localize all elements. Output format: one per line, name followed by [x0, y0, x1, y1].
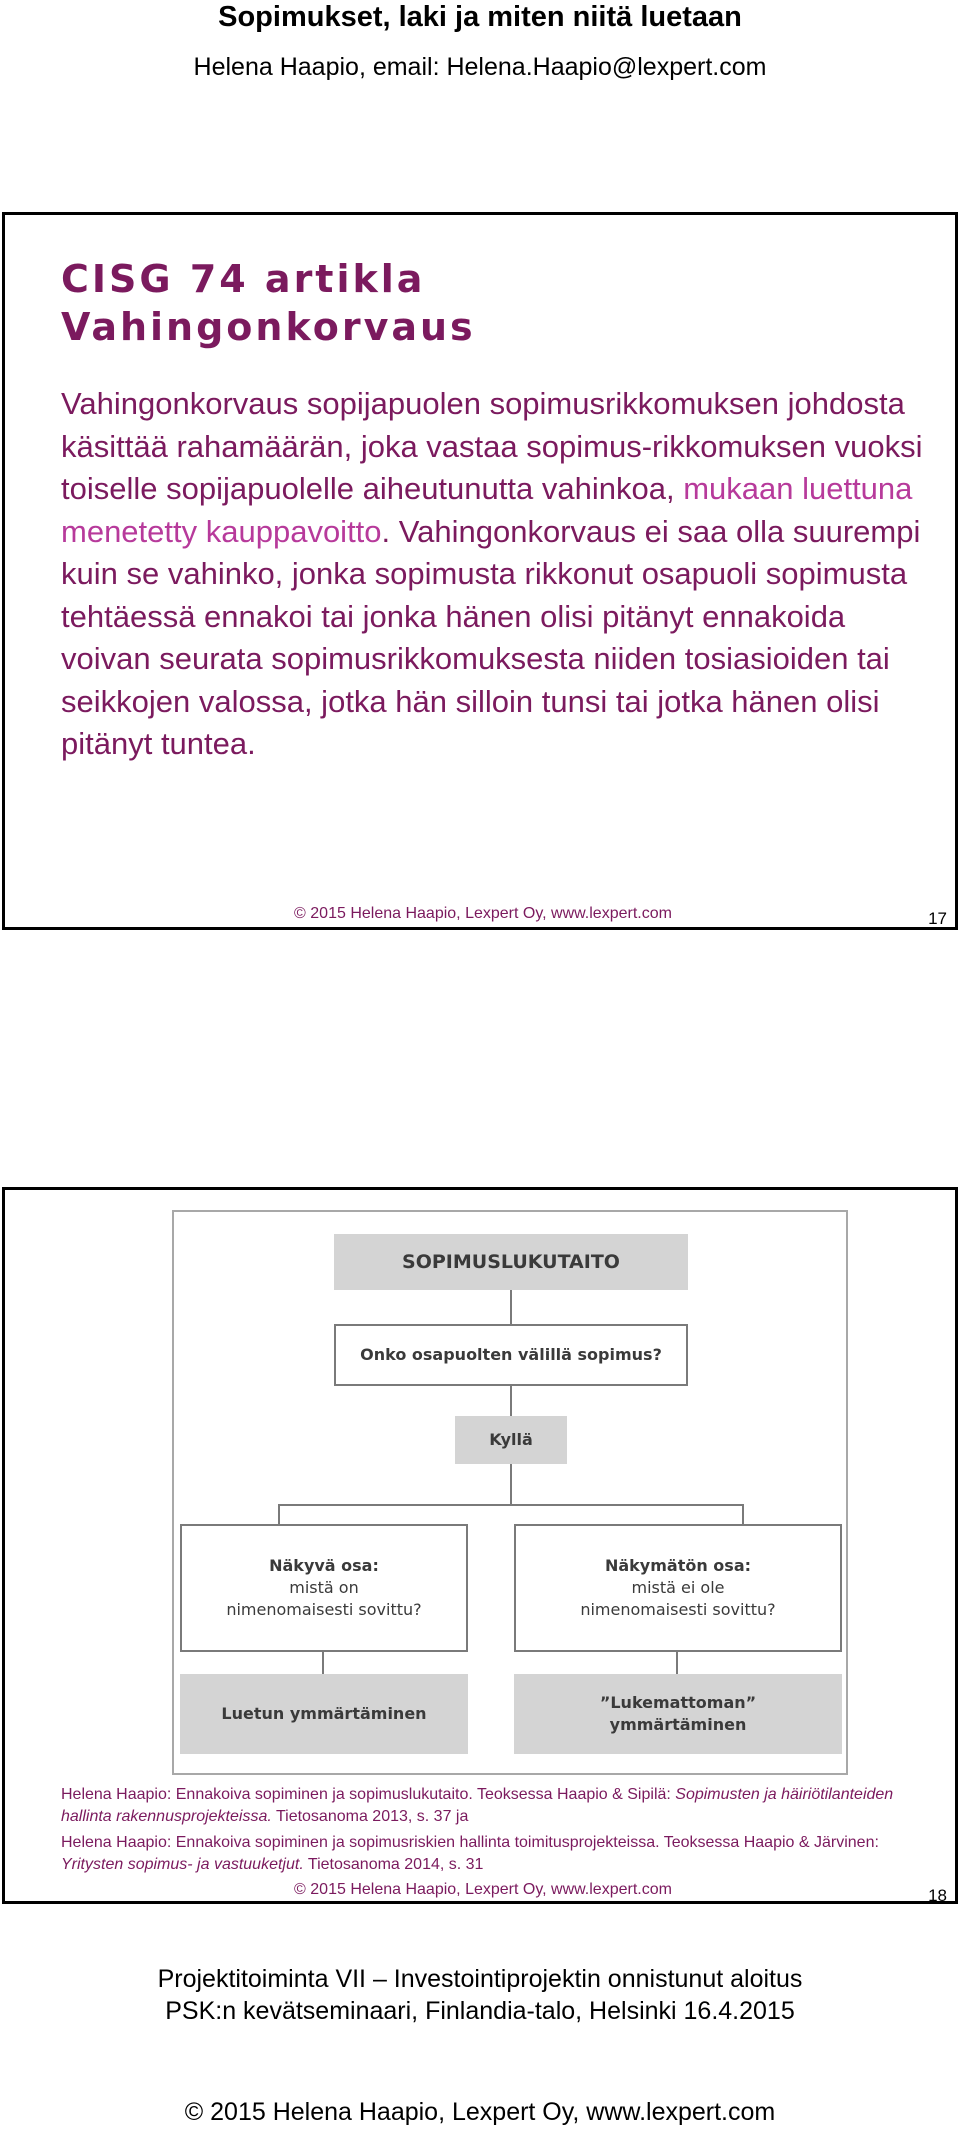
- event-title: Projektitoiminta VII – Investointiprojektin onnistunut aloitus: [157, 1965, 803, 1993]
- reference-2: [61, 1832, 921, 1876]
- invisible-part-question-1: mistä ei ole: [631, 1578, 725, 1597]
- diagram-invisible-part-box: [514, 1524, 842, 1652]
- reference-1-publisher: Tietosanoma 2013, s. 37 ja: [271, 1808, 469, 1825]
- diagram-connector: [278, 1504, 280, 1524]
- invisible-part-question-2: nimenomaisesti sovittu?: [580, 1600, 776, 1619]
- diagram-connector: [676, 1652, 678, 1674]
- visible-part-question-2: nimenomaisesti sovittu?: [226, 1600, 422, 1619]
- diagram-yes-box: Kyllä: [455, 1416, 567, 1464]
- diagram-connector: [510, 1290, 512, 1324]
- visible-part-title: Näkyvä osa:: [269, 1556, 379, 1575]
- diagram-read-understanding-box: Luetun ymmärtäminen: [180, 1674, 468, 1754]
- slide-title-line-2: Vahingonkorvaus: [61, 305, 476, 349]
- page-copyright: © 2015 Helena Haapio, Lexpert Oy, www.lexpert.com: [184, 2098, 776, 2126]
- reference-1: [61, 1784, 921, 1828]
- slide-18: [2, 1187, 958, 1904]
- slide-footer-copyright: © 2015 Helena Haapio, Lexpert Oy, www.lexpert.com: [294, 905, 672, 922]
- contract-literacy-diagram: [172, 1210, 848, 1775]
- slide-page-number: 17: [928, 909, 947, 928]
- body-text-part-1: Vahingonkorvaus sopijapuolen sopimusrikkomuksen johdosta käsittää rahamäärän, joka vastaa sopimus-rikkomuksen vuoksi toiselle sopijapuolelle aiheutunutta vahinkoa,: [61, 386, 923, 506]
- document-author: Helena Haapio, email: Helena.Haapio@lexpert.com: [193, 53, 767, 81]
- diagram-connector: [510, 1464, 512, 1504]
- slide-page-number: 18: [928, 1886, 947, 1905]
- unread-understanding-line-2: ymmärtäminen: [609, 1715, 747, 1734]
- slide-footer-copyright: © 2015 Helena Haapio, Lexpert Oy, www.lexpert.com: [294, 1881, 672, 1898]
- diagram-branch-line: [278, 1504, 744, 1506]
- body-text-part-2: . Vahingonkorvaus ei saa olla suurempi kuin se vahinko, jonka sopimusta rikkonut osapuoli sopimusta tehtäessä ennakoi tai jonka hänen olisi pitänyt ennakoida voivan seurata sopimusrikkomuksesta niiden tosiasioiden tai seikkojen valossa, jotka hän silloin tunsi tai jotka hänen olisi pitänyt tuntea.: [61, 513, 921, 761]
- slide-body-text: [61, 383, 931, 766]
- event-details: PSK:n kevätseminaari, Finlandia-talo, Helsinki 16.4.2015: [165, 1997, 795, 2025]
- unread-understanding-line-1: ”Lukemattoman”: [599, 1693, 757, 1712]
- invisible-part-title: Näkymätön osa:: [604, 1556, 752, 1575]
- references: [61, 1784, 921, 1876]
- diagram-connector: [510, 1386, 512, 1416]
- slide-title-line-1: CISG 74 artikla: [61, 257, 426, 301]
- reference-2-publisher: Tietosanoma 2014, s. 31: [303, 1856, 484, 1873]
- diagram-question-box: Onko osapuolten välillä sopimus?: [334, 1324, 688, 1386]
- diagram-unread-understanding-box: [514, 1674, 842, 1754]
- body-highlight: mukaan luettuna menetetty kauppavoitto: [61, 471, 913, 549]
- reference-2-text: Helena Haapio: Ennakoiva sopiminen ja sopimusriskien hallinta toimitusprojekteissa. Teoksessa Haapio & Järvinen:: [61, 1834, 879, 1851]
- diagram-connector: [742, 1504, 744, 1524]
- diagram-top-box: SOPIMUSLUKUTAITO: [334, 1234, 688, 1290]
- reference-1-text: Helena Haapio: Ennakoiva sopiminen ja sopimuslukutaito. Teoksessa Haapio & Sipilä:: [61, 1786, 676, 1803]
- diagram-visible-part-box: [180, 1524, 468, 1652]
- document-title: Sopimukset, laki ja miten niitä luetaan: [218, 1, 742, 33]
- slide-17: [2, 212, 958, 930]
- diagram-connector: [322, 1652, 324, 1674]
- reference-1-book-title: Sopimusten ja häiriötilanteiden hallinta rakennusprojekteissa.: [61, 1786, 894, 1825]
- visible-part-question-1: mistä on: [289, 1578, 359, 1597]
- reference-2-book-title: Yritysten sopimus- ja vastuuketjut.: [61, 1856, 304, 1873]
- slide-title: [61, 255, 476, 351]
